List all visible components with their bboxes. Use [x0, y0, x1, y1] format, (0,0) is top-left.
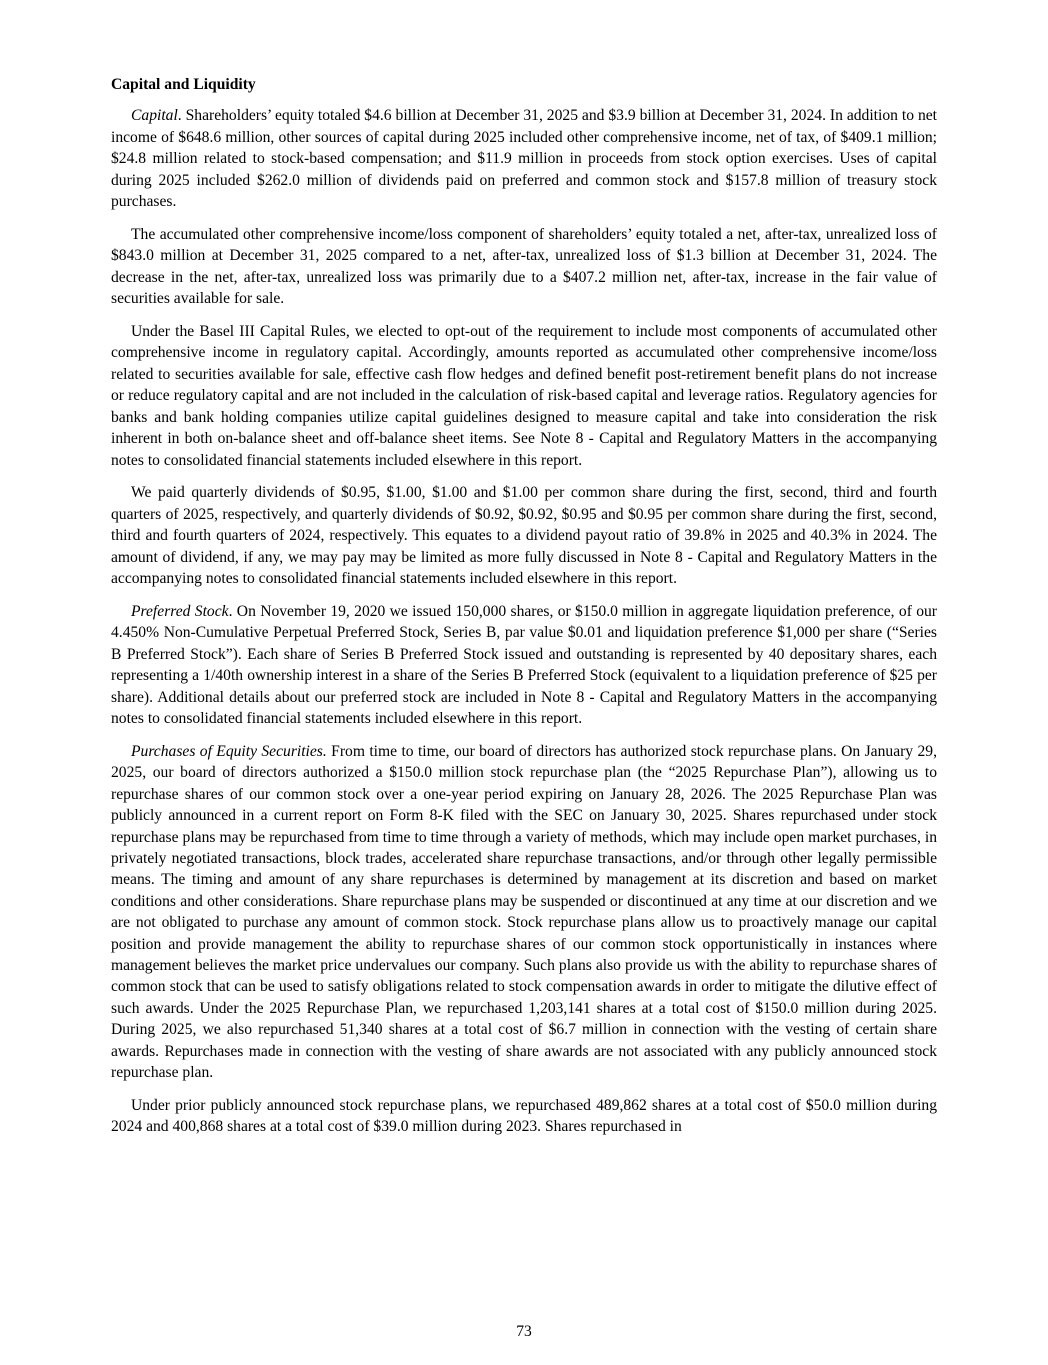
paragraph-text: We paid quarterly dividends of $0.95, $1.00, $1.00 and $1.00 per common share during the first, second, third and fourth quarters of 2025, respectively, and quarterly dividends of $0.92, $0.92, $0.95 and $0.95 per common share during the first, second, third and fourth quarters of 2024, respectively. This equates to a dividend payout ratio of 39.8% in 2025 and 40.3% in 2024. The amount of dividend, if any, we may pay may be limited as more fully discussed in Note 8 - Capital and Regulatory Matters in the accompanying notes to consolidated financial statements included elsewhere in this report.: [111, 484, 937, 588]
paragraph-lead: Capital: [131, 107, 178, 125]
paragraph-lead: Purchases of Equity Securities.: [131, 742, 327, 760]
paragraph-text: . Shareholders’ equity totaled $4.6 billion at December 31, 2025 and $3.9 billion at December 31, 2024. In addition to net income of $648.6 million, other sources of capital during 2025 included other comprehensive income, net of tax, of $409.1 million; $24.8 million related to stock-based compensation; and $11.9 million in proceeds from stock option exercises. Uses of capital during 2025 included $262.0 million of dividends paid on preferred and common stock and $157.8 million of treasury stock purchases.: [111, 107, 937, 211]
paragraph-text: . On November 19, 2020 we issued 150,000 shares, or $150.0 million in aggregate liquidation preference, of our 4.450% Non-Cumulative Perpetual Preferred Stock, Series B, par value $0.01 and liquidation preference $1,000 per share (“Series B Preferred Stock”). Each share of Series B Preferred Stock issued and outstanding is represented by 40 depositary shares, each representing a 1/40th ownership interest in a share of the Series B Preferred Stock (equivalent to a liquidation preference of $25 per share). Additional details about our preferred stock are included in Note 8 - Capital and Regulatory Matters in the accompanying notes to consolidated financial statements included elsewhere in this report.: [111, 602, 938, 727]
paragraph-prior-repurchases: [111, 1095, 937, 1138]
paragraph-dividends: [111, 482, 937, 589]
paragraph-aoci: [111, 224, 937, 310]
paragraph-capital: [111, 105, 937, 212]
page-number: 73: [516, 1323, 532, 1340]
paragraph-preferred-stock: [111, 601, 937, 729]
paragraph-lead: Preferred Stock: [131, 602, 229, 620]
section-heading: Capital and Liquidity: [111, 76, 256, 93]
paragraph-text: From time to time, our board of directors has authorized stock repurchase plans. On January 29, 2025, our board of directors authorized a $150.0 million stock repurchase plan (the “2025 Repurchase Plan”), allowing us to repurchase shares of our common stock over a one-year period expiring on January 28, 2026. The 2025 Repurchase Plan was publicly announced in a current report on Form 8-K filed with the SEC on January 30, 2025. Shares repurchased under stock repurchase plans may be repurchased from time to time through a variety of methods, which may include open market purchases, in privately negotiated transactions, block trades, accelerated share repurchase transactions, and/or through other legally permissible means. The timing and amount of any share repurchases is determined by management at its discretion and based on market conditions and other considerations. Share repurchase plans may be suspended or discontinued at any time at our discretion and we are not obligated to purchase any amount of common stock. Stock repurchase plans allow us to proactively manage our capital position and provide management the ability to repurchase shares of our common stock opportunistically in instances where management believes the market price undervalues our company. Such plans also provide us with the ability to repurchase shares of common stock that can be used to satisfy obligations related to stock compensation awards in order to mitigate the dilutive effect of such awards. Under the 2025 Repurchase Plan, we repurchased 1,203,141 shares at a total cost of $150.0 million during 2025. During 2025, we also repurchased 51,340 shares at a total cost of $6.7 million in connection with the vesting of certain share awards. Repurchases made in connection with the vesting of share awards are not associated with any publicly announced stock repurchase plan.: [111, 742, 937, 1081]
paragraph-text: Under prior publicly announced stock repurchase plans, we repurchased 489,862 shares at a total cost of $50.0 million during 2024 and 400,868 shares at a total cost of $39.0 million during 2023. Shares repurchased in: [111, 1096, 937, 1136]
paragraph-equity-purchases: [111, 741, 937, 1084]
paragraph-text: The accumulated other comprehensive income/loss component of shareholders’ equity totaled a net, after-tax, unrealized loss of $843.0 million at December 31, 2025 compared to a net, after-tax, unrealized loss of $1.3 billion at December 31, 2024. The decrease in the net, after-tax, unrealized loss was primarily due to a $407.2 million net, after-tax, increase in the fair value of securities available for sale.: [111, 225, 937, 308]
paragraph-basel-iii: [111, 321, 937, 471]
paragraph-text: Under the Basel III Capital Rules, we elected to opt-out of the requirement to include most components of accumulated other comprehensive income in regulatory capital. Accordingly, amounts reported as accumulated other comprehensive income/loss related to securities available for sale, effective cash flow hedges and defined benefit post-retirement benefit plans do not increase or reduce regulatory capital and are not included in the calculation of risk-based capital and leverage ratios. Regulatory agencies for banks and bank holding companies utilize capital guidelines designed to measure capital and take into consideration the risk inherent in both on-balance sheet and off-balance sheet items. See Note 8 - Capital and Regulatory Matters in the accompanying notes to consolidated financial statements included elsewhere in this report.: [111, 323, 937, 469]
document-page: [111, 74, 937, 1149]
